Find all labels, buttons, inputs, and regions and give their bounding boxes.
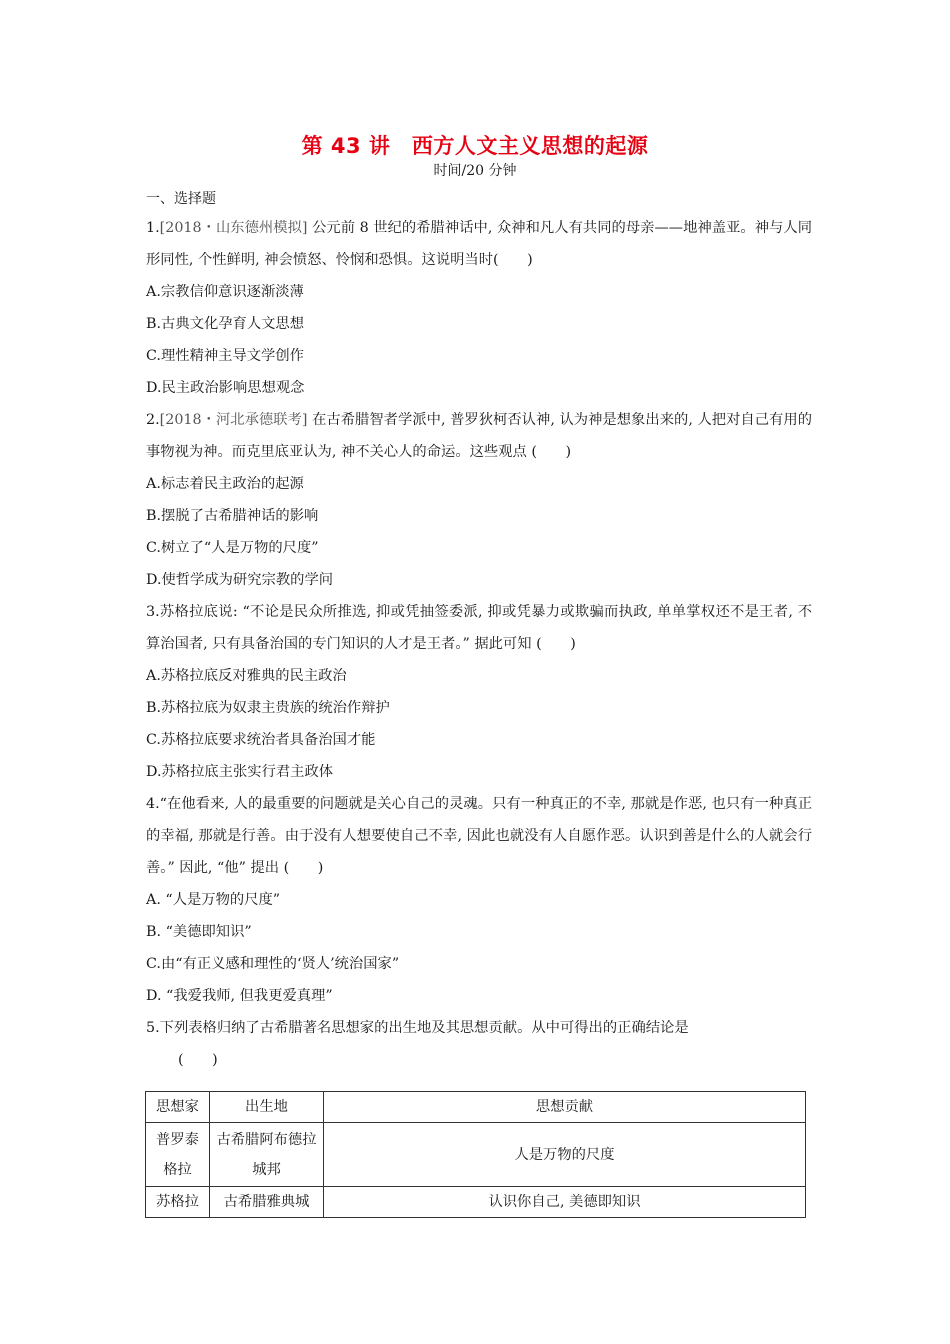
option-a: A.苏格拉底反对雅典的民主政治 — [146, 668, 347, 684]
question-1 — [146, 212, 812, 276]
question-number: 1. — [146, 220, 160, 236]
answer-blank: ( ) — [493, 252, 533, 268]
option-a: A. “人是万物的尺度” — [146, 892, 281, 908]
time-limit: 时间/20 分钟 — [433, 163, 517, 179]
question-stem: 下列表格归纳了古希腊著名思想家的出生地及其思想贡献。从中可得出的正确结论是 — [159, 1020, 689, 1036]
option-b: B.苏格拉底为奴隶主贵族的统治作辩护 — [146, 700, 390, 716]
table-cell-contribution: 认识你自己, 美德即知识 — [324, 1187, 806, 1218]
option-b: B. “美德即知识” — [146, 924, 252, 940]
table-header: 出生地 — [210, 1092, 324, 1123]
table-header: 思想家 — [146, 1092, 210, 1123]
question-5 — [146, 1012, 812, 1044]
page-title: 第 43 讲 西方人文主义思想的起源 — [301, 134, 649, 158]
option-d: D.民主政治影响思想观念 — [146, 380, 305, 396]
answer-blank: ( ) — [178, 1052, 218, 1068]
option-b: B.古典文化孕育人文思想 — [146, 316, 305, 332]
option-c: C.苏格拉底要求统治者具备治国才能 — [146, 732, 376, 748]
option-a: A.宗教信仰意识逐渐淡薄 — [146, 284, 304, 300]
table-cell-birthplace: 古希腊阿布德拉城邦 — [210, 1123, 324, 1187]
source-tag: [2018・河北承德联考] — [159, 412, 308, 428]
answer-blank: ( ) — [536, 636, 576, 652]
question-number: 5. — [146, 1020, 160, 1036]
option-d: D.苏格拉底主张实行君主政体 — [146, 764, 334, 780]
table-header: 思想贡献 — [324, 1092, 806, 1123]
option-c: C.由“有正义感和理性的‘贤人’统治国家” — [146, 956, 400, 972]
question-stem: 苏格拉底说: “不论是民众所推选, 抑或凭抽签委派, 抑或凭暴力或欺骗而执政, 单单掌权还不是王者, 不算治国者, 只有具备治国的专门知识的人才是王者。” 据此可知 — [146, 604, 812, 652]
table-cell-birthplace: 古希腊雅典城 — [210, 1187, 324, 1218]
option-d: D. “我爱我师, 但我更爱真理” — [146, 988, 333, 1004]
option-c: C.理性精神主导文学创作 — [146, 348, 304, 364]
source-tag: [2018・山东德州模拟] — [159, 220, 308, 236]
table-row — [146, 1123, 806, 1187]
table-cell-thinker: 普罗泰格拉 — [146, 1123, 210, 1187]
option-a: A.标志着民主政治的起源 — [146, 476, 304, 492]
question-list — [146, 212, 812, 1076]
option-c: C.树立了“人是万物的尺度” — [146, 540, 319, 556]
question-stem: 在古希腊智者学派中, 普罗狄柯否认神, 认为神是想象出来的, 人把对自己有用的事物视为神。而克里底亚认为, 神不关心人的命运。这些观点 — [146, 412, 813, 460]
question-number: 4. — [146, 796, 160, 812]
question-number: 3. — [146, 604, 160, 620]
question-stem: “在他看来, 人的最重要的问题就是关心自己的灵魂。只有一种真正的不幸, 那就是作恶, 也只有一种真正的幸福, 那就是行善。由于没有人想要使自己不幸, 因此也就没有人自愿作恶。认识到善是什么的人就会行善。” 因此, “他” 提出 — [146, 796, 812, 876]
table-row — [146, 1187, 806, 1218]
table-cell-thinker: 苏格拉 — [146, 1187, 210, 1218]
answer-blank-line — [146, 1044, 812, 1076]
question-4 — [146, 788, 812, 884]
table-header-row — [146, 1092, 806, 1123]
answer-blank: ( ) — [531, 444, 572, 460]
thinkers-table — [145, 1091, 806, 1218]
option-d: D.使哲学成为研究宗教的学问 — [146, 572, 334, 588]
question-3 — [146, 596, 812, 660]
question-number: 2. — [146, 412, 160, 428]
question-stem: 公元前 8 世纪的希腊神话中, 众神和凡人有共同的母亲——地神盖亚。神与人同形同性, 个性鲜明, 神会愤怒、怜悯和恐惧。这说明当时 — [146, 220, 812, 268]
answer-blank: ( ) — [283, 860, 324, 876]
question-2 — [146, 404, 812, 468]
table-cell-contribution: 人是万物的尺度 — [324, 1123, 806, 1187]
option-b: B.摆脱了古希腊神话的影响 — [146, 508, 319, 524]
section-heading: 一、选择题 — [146, 191, 216, 207]
